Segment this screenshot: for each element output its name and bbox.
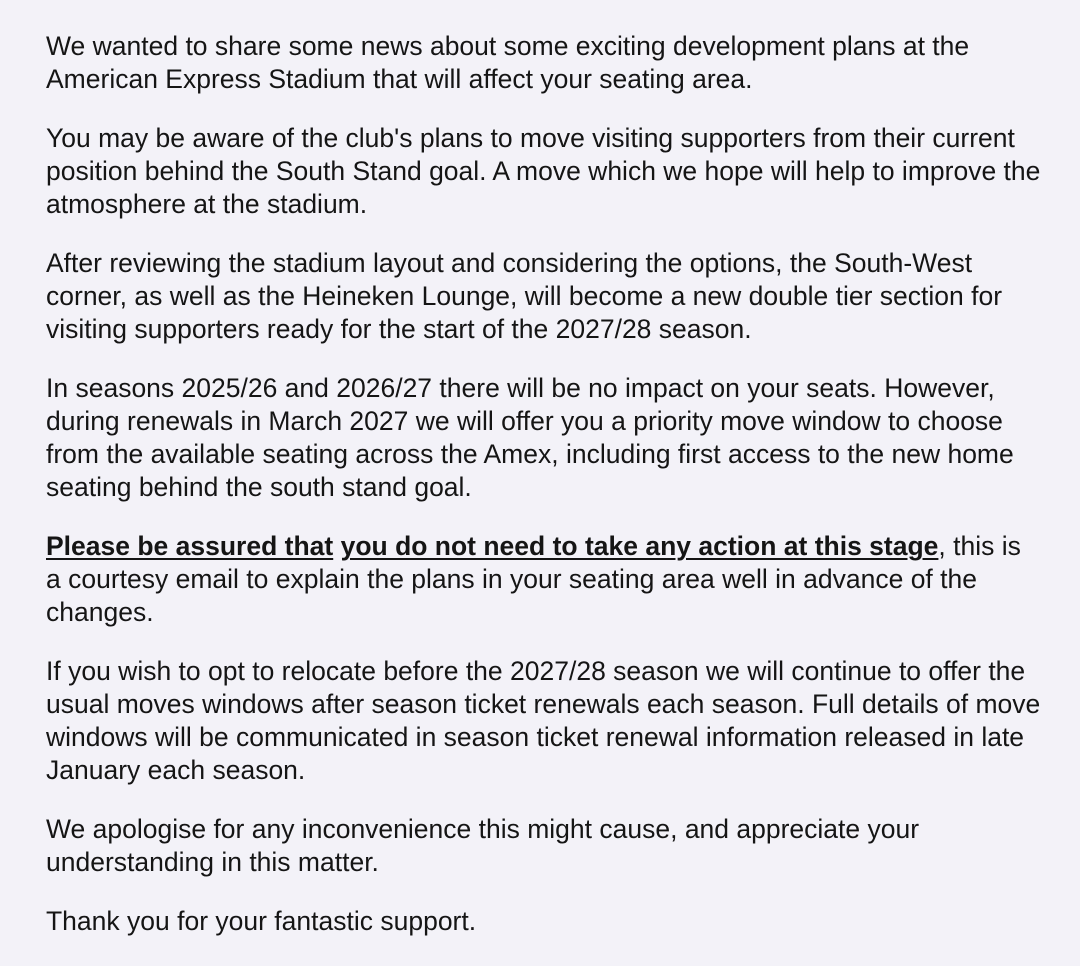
emphasis-gap	[333, 531, 340, 561]
paragraph-thanks: Thank you for your fantastic support.	[46, 906, 477, 936]
courtesy-text: , this is a courtesy email to explain the plans in your seating area well in advance of the changes.	[46, 531, 1021, 627]
paragraph-apology: We apologise for any inconvenience this might cause, and appreciate your understanding in this matter.	[46, 814, 920, 877]
paragraph-renewals: In seasons 2025/26 and 2026/27 there will be no impact on your seats. However, during renewals in March 2027 we will offer you a priority move window to choose from the available seating across the Amex, including first access to the new home seating behind the south stand goal.	[46, 373, 1014, 502]
email-body	[46, 30, 1041, 964]
paragraph-visiting-supporters: You may be aware of the club's plans to move visiting supporters from their current position behind the South Stand goal. A move which we hope will help to improve the atmosphere at the stadium.	[46, 123, 1041, 219]
emphasis-assured: Please be assured that	[46, 531, 334, 561]
paragraph-relocate: If you wish to opt to relocate before the 2027/28 season we will continue to offer the usual moves windows after season ticket renewals each season. Full details of move windows will be communicated in season ticket renewal information released in late January each season.	[46, 656, 1041, 785]
emphasis-no-action: you do not need to take any action at this stage	[340, 531, 939, 561]
paragraph-no-action	[46, 530, 1041, 629]
paragraph-south-west-corner: After reviewing the stadium layout and considering the options, the South-West corner, as well as the Heineken Lounge, will become a new double tier section for visiting supporters ready for the start of the 2027/28 season.	[46, 248, 1003, 344]
paragraph-development-news: We wanted to share some news about some exciting development plans at the American Express Stadium that will affect your seating area.	[46, 31, 970, 94]
